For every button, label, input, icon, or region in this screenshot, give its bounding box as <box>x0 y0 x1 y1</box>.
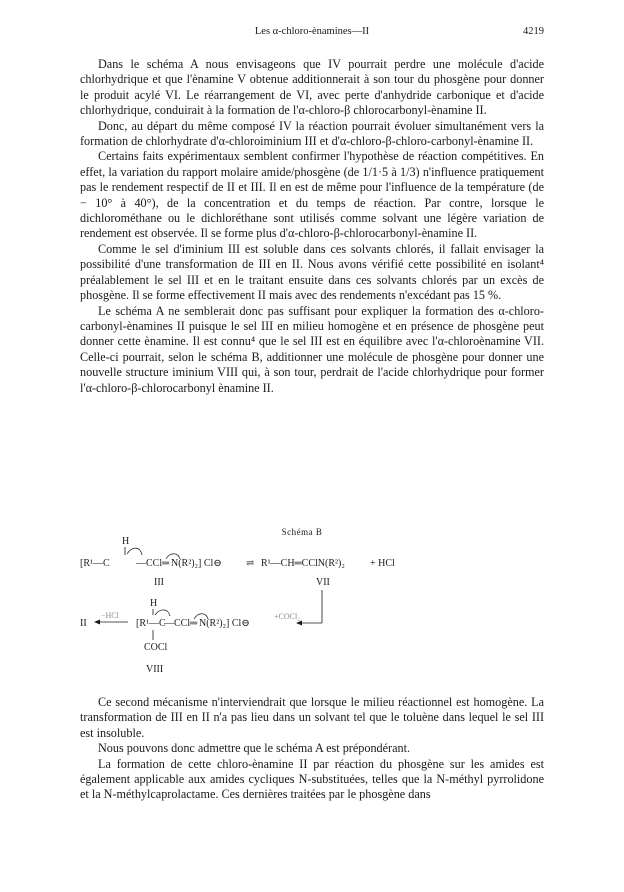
arrowhead <box>296 621 302 626</box>
enamine-vii: R¹—CH═CClN(R²)₂ <box>261 558 345 569</box>
electron-arrow <box>127 548 142 555</box>
viii-mid: —CCl═ <box>164 618 198 629</box>
paragraph: Dans le schéma A nous envisageons que IV pourrait perdre une molécule d'acide chlorhydrique et que l'ènamine V obtenue additionnerait à son tour du phosgène pour donner le produit acylé VI. Le réarrangement de VI, avec perte d'anhydride carbonique et d'acide chlorhydrique, conduirait à la formation de l'α-chloro-β chlorocarbonyl-ènamine II. <box>80 57 544 118</box>
body-text-bottom <box>80 695 544 803</box>
paragraph: Ce second mécanisme n'interviendrait que lorsque le milieu réactionnel est homogène. La transformation de III en II n'a pas lieu dans un solvant tel que le toluène dans lequel le sel III est insoluble. <box>80 695 544 740</box>
running-header <box>80 26 544 42</box>
scheme-title: Schéma B <box>281 527 323 537</box>
reaction-scheme-b <box>80 522 544 682</box>
paragraph: La formation de cette chloro-ènamine II par réaction du phosgène sur les amides est également applicable aux amides cycliques N-substituées, telles que la N-méthyl pyrrolidone et la N-méthylcaprolactame. Ces dernières traitées par le phosgène dans <box>80 756 544 802</box>
h-atom-viii: H <box>150 598 158 609</box>
product-ii: II <box>80 618 87 629</box>
equilibrium-arrow: ⇌ <box>246 558 255 569</box>
paragraph: Donc, au départ du même composé IV la réaction pourrait évoluer simultanément vers la formation de chlorhydrate d'α-chloroiminium III et d'α-chloro-β-chloro-carbonyl-ènamine II. <box>80 118 544 149</box>
paragraph: Nous pouvons donc admettre que le schéma A est prépondérant. <box>98 741 411 756</box>
label-iii: III <box>154 577 164 588</box>
salt-iii-n: N(R²)₂] Cl⊖ <box>171 558 222 569</box>
page-number: 4219 <box>523 26 544 37</box>
salt-iii-left: [R¹—C <box>80 558 110 569</box>
salt-iii-mid: —CCl═ <box>136 558 170 569</box>
hcl-byproduct: + HCl <box>370 558 395 569</box>
arrowhead <box>94 620 100 625</box>
hcl-loss: −HCl <box>101 611 119 620</box>
scheme-drawing <box>80 522 544 682</box>
electron-arrow <box>155 610 170 616</box>
running-title: Les α-chloro-ènamines—II <box>254 26 370 37</box>
viii-n: N(R²)₂] Cl⊖ <box>199 618 250 629</box>
cocl-group: COCl <box>144 642 168 653</box>
label-viii: VIII <box>146 664 164 675</box>
paragraph: Comme le sel d'iminium III est soluble dans ces solvants chlorés, il fallait envisager la possibilité d'une transformation de III en II. Nous avons vérifié cette possibilité en isolant⁴ préalablement le sel III et en le traitant ensuite dans ces solvants chlorés par un excès de phosgène. Il se forme effectivement II mais avec des rendements n'excédant pas 15 %. <box>80 241 544 303</box>
paragraph: Le schéma A ne semblerait donc pas suffisant pour expliquer la formation des α-chloro-carbonyl-ènamines II puisque le sel III en milieu homogène et en présence de phosgène peut donner cette ènamine. Il est connu⁴ que le sel III est en équilibre avec l'α-chloroènamine VII. Celle-ci pourrait, selon le schéma B, additionner une molécule de phosgène pour donner une nouvelle structure iminium VIII qui, à son tour, perdrait de l'acide chlorhydrique pour former l'α-chloro-β-chlorocarbonyl ènamine II. <box>80 303 544 395</box>
h-atom-top: H <box>122 536 130 547</box>
viii-left: [R¹—C <box>136 618 166 629</box>
paragraph: Certains faits expérimentaux semblent confirmer l'hypothèse de réaction compétitives. En effet, la variation du rapport molaire amide/phosgène (de 1/1·5 à 1/3) n'influence pratiquement pas le rendement respectif de II et III. Il en est de même pour l'influence de la température (de − 10° à 40°), de la concentration et du temps de réaction. Par contre, lorsque le dichlorométhane ou le dichloréthane sont utilisés comme solvant une légère variation de rendement est observée. Il se forme plus d'α-chloro-β-chlorocarbonyl-ènamine II. <box>80 149 544 241</box>
cocl2-reagent: +COCl₂ <box>274 612 300 621</box>
label-vii: VII <box>316 577 330 588</box>
body-text-top <box>80 57 544 396</box>
